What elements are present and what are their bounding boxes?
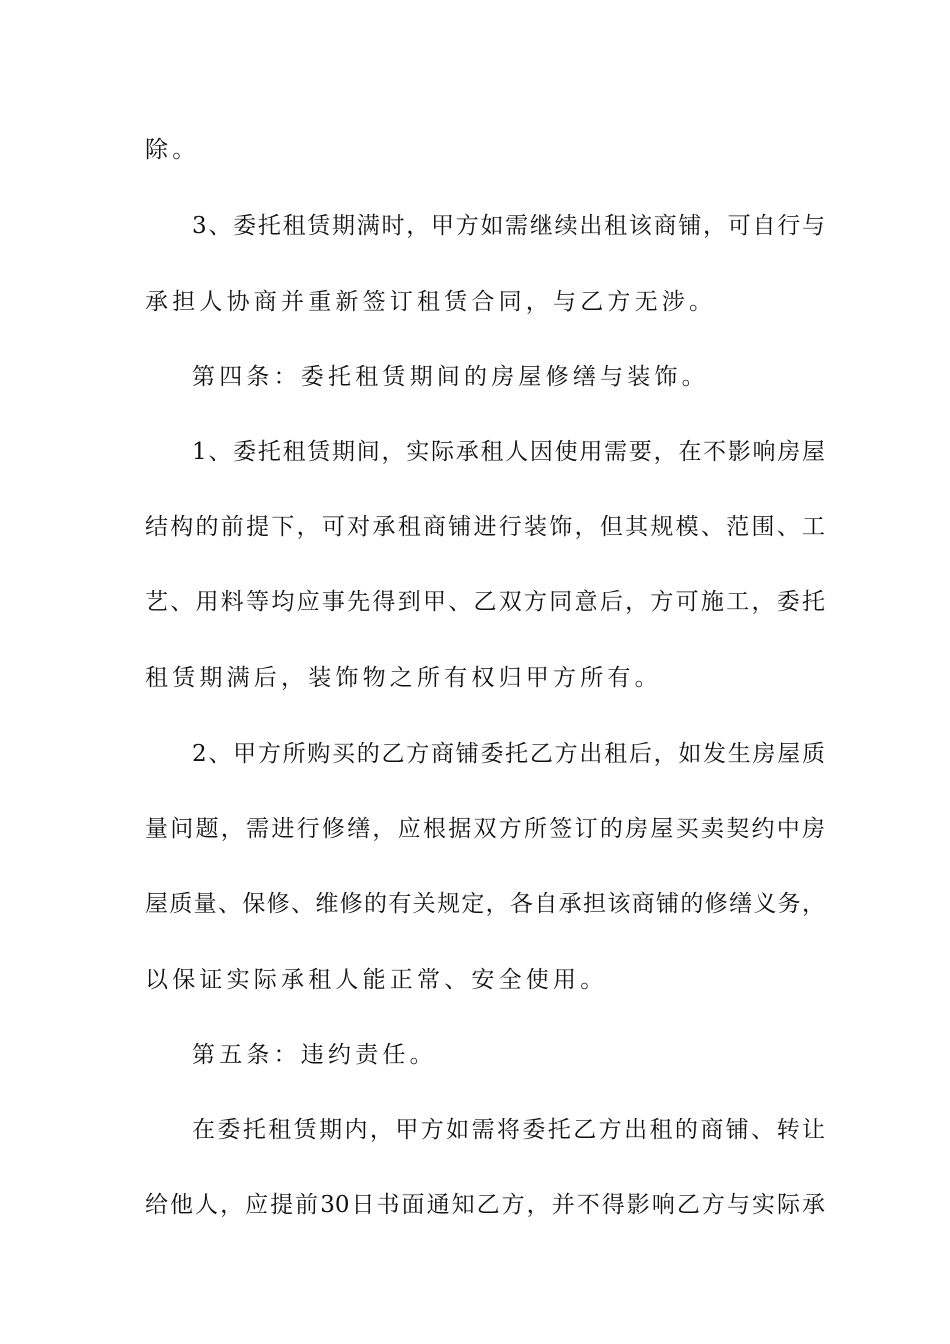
text-line-7: 艺、用料等均应事先得到甲、乙双方同意后，方可施工，委托 — [145, 589, 825, 615]
text-line-1: 除。 — [145, 137, 200, 163]
section-heading-4: 第四条：委托租赁期间的房屋修缮与装饰。 — [192, 364, 709, 390]
text-line-12: 以保证实际承租人能正常、安全使用。 — [145, 967, 608, 993]
text-line-11: 屋质量、保修、维修的有关规定，各自承担该商铺的修缮义务， — [145, 891, 825, 917]
text-line-8: 租赁期满后，装饰物之所有权归甲方所有。 — [145, 665, 662, 691]
text-line-14: 在委托租赁期内，甲方如需将委托乙方出租的商铺、转让 — [192, 1117, 825, 1143]
text-line-6: 结构的前提下，可对承租商铺进行装饰，但其规模、范围、工 — [145, 514, 825, 540]
section-heading-5: 第五条：违约责任。 — [192, 1042, 437, 1068]
text-line-15: 给他人，应提前30日书面通知乙方，并不得影响乙方与实际承 — [145, 1192, 825, 1218]
text-line-2: 3、委托租赁期满时，甲方如需继续出租该商铺，可自行与 — [192, 213, 825, 239]
text-line-9: 2、甲方所购买的乙方商铺委托乙方出租后，如发生房屋质 — [192, 741, 825, 767]
text-line-5: 1、委托租赁期间，实际承租人因使用需要，在不影响房屋 — [192, 439, 825, 465]
text-line-3: 承担人协商并重新签订租赁合同，与乙方无涉。 — [145, 289, 717, 315]
text-line-10: 量问题，需进行修缮，应根据双方所签订的房屋买卖契约中房 — [145, 816, 825, 842]
